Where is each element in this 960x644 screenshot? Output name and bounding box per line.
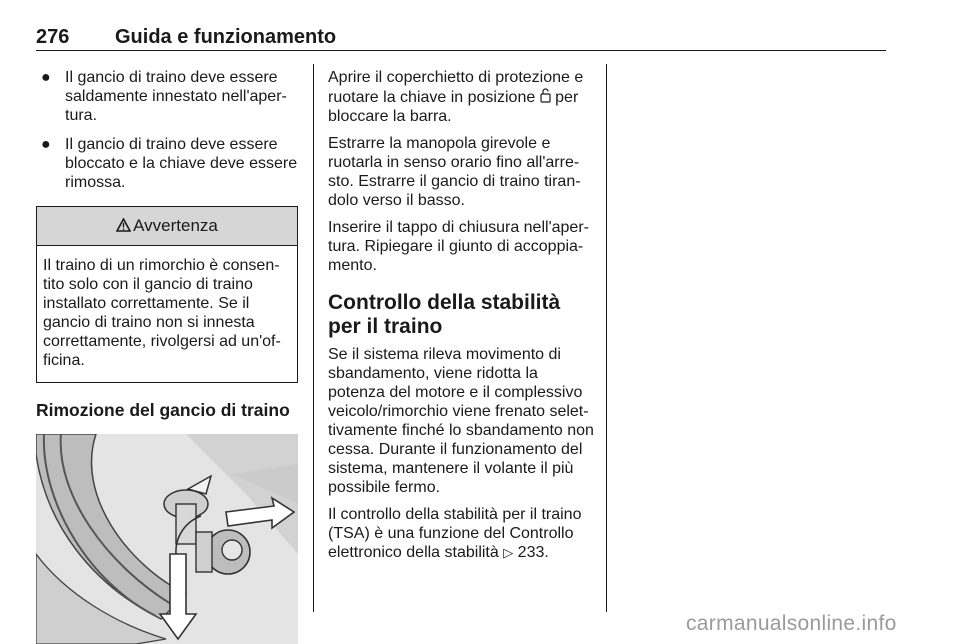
paragraph-text: Il controllo della stabilità per il traino (TSA) è una funzione del Controllo elettronico della stabilità (328, 506, 582, 561)
section-heading: Controllo della stabilità per il traino (328, 291, 561, 338)
paragraph: Estrarre la manopola girevole e ruotarla in senso orario fino all'arre-sto. Estrarre il gancio di traino tiran-dolo verso il basso. (328, 135, 581, 209)
header-rule (36, 50, 886, 51)
bullet-item (36, 135, 298, 192)
column-divider-right (606, 64, 607, 612)
page-reference-link[interactable]: 233. (517, 544, 549, 561)
paragraph (328, 68, 594, 126)
subheading: Rimozione del gancio di traino (36, 400, 290, 420)
bullet-text: Il gancio di traino deve essere bloccato e la chiave deve essere rimossa. (65, 136, 298, 191)
bullet-item (36, 68, 298, 125)
page-title: Guida e funzionamento (115, 26, 337, 48)
page-reference-icon: ▷ (503, 545, 514, 560)
paragraph (328, 505, 594, 562)
right-column (328, 68, 594, 570)
warning-triangle-icon (116, 207, 131, 245)
bullet-text: Il gancio di traino deve essere saldamente innestato nell'aper-tura. (65, 69, 287, 124)
paragraph: Se il sistema rileva movimento di sbandamento, viene ridotta la potenza del motore e il complessivo veicolo/rimorchio viene frenato selet-tivamente finché lo sbandamento non cessa. Durante il funzionamento del sistema, mantenere il volante il più possibile fermo. (328, 346, 594, 496)
warning-title: Avvertenza (133, 216, 218, 235)
warning-header (37, 207, 297, 246)
watermark: carmanualsonline.info (686, 612, 897, 635)
warning-box (36, 206, 298, 383)
warning-text: Il traino di un rimorchio è consen-tito solo con il gancio di traino installato correttamente. Se il gancio di traino non si innesta correttamente, rivolgersi ad un'of-ficina. (43, 257, 281, 369)
bullet-dot: ● (41, 136, 51, 153)
column-divider-left (313, 64, 314, 612)
paragraph: Inserire il tappo di chiusura nell'aper-tura. Ripiegare il giunto di accoppia-mento. (328, 219, 589, 274)
tow-hook-illustration (36, 434, 298, 644)
unlocked-padlock-icon (540, 87, 551, 106)
paragraph-text: per bloccare la barra. (328, 89, 579, 125)
paragraph-text: Aprire il coperchietto di protezione e ruotare la chiave in posizione (328, 69, 584, 106)
page-number: 276 (36, 26, 70, 48)
left-column (36, 68, 298, 644)
bullet-dot: ● (41, 69, 51, 86)
